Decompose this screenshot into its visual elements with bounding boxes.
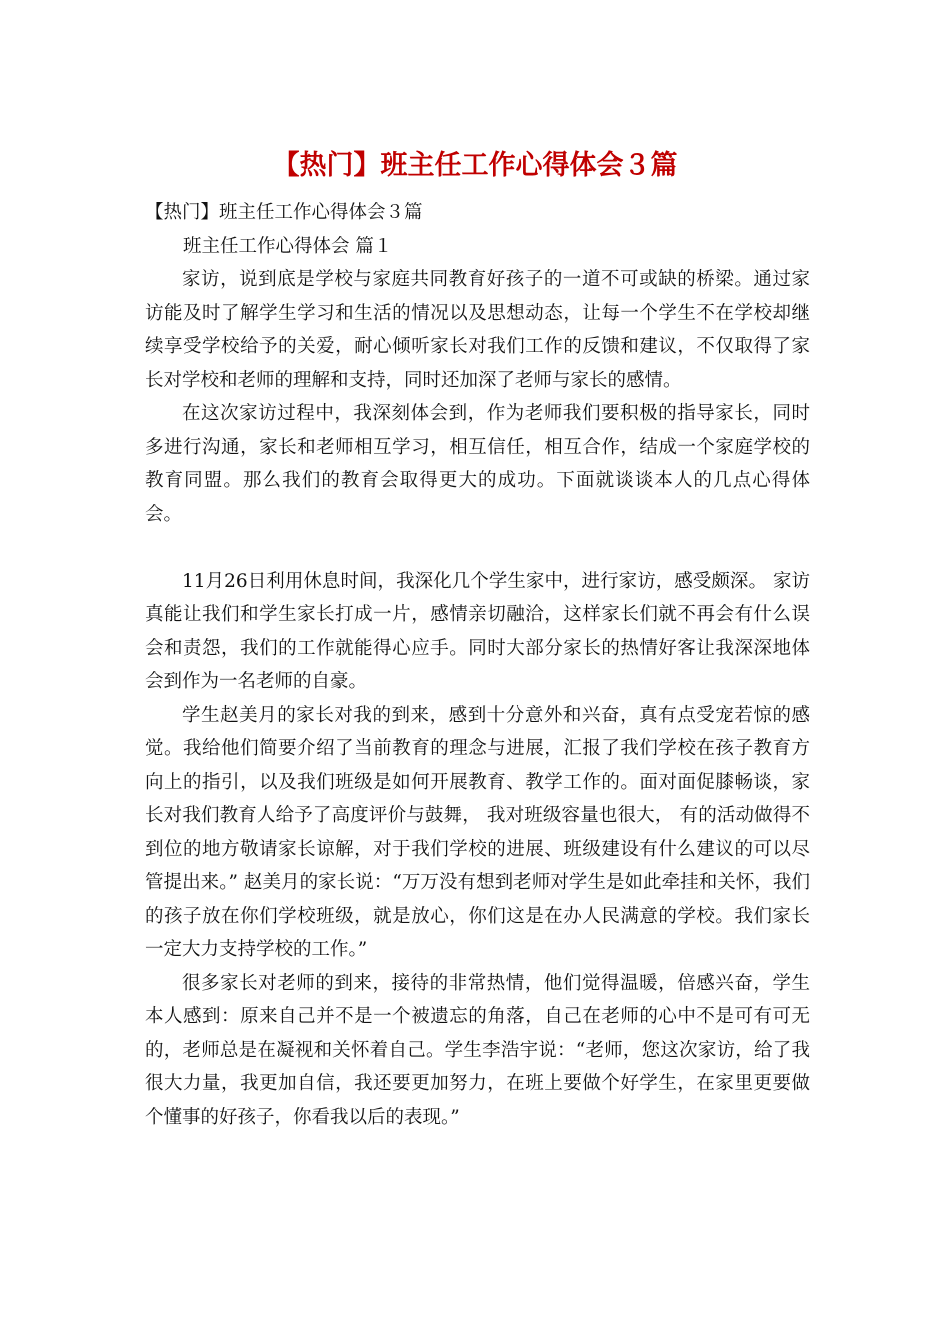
document-body <box>145 196 810 1134</box>
document-subtitle: 【热门】班主任工作心得体会３篇 <box>145 202 423 223</box>
paragraph-2: 在这次家访过程中，我深刻体会到，作为老师我们要积极的指导家长，同时多进行沟通，家长和老师相互学习，相互信任，相互合作，结成一个家庭学校的教育同盟。那么我们的教育会取得更大的成功。下面就谈谈本人的几点心得体会。 <box>145 403 810 525</box>
paragraph-4: 学生赵美月的家长对我的到来，感到十分意外和兴奋，真有点受宠若惊的感觉。我给他们简要介绍了当前教育的理念与进展，汇报了我们学校在孩子教育方向上的指引，以及我们班级是如何开展教育、教学工作的。面对面促膝畅谈，家长对我们教育人给予了高度评价与鼓舞， 我对班级容量也很大， 有的活动做得不到位的地方敬请家长谅解，对于我们学校的进展、班级建设有什么建议的可以尽管提出来。” 赵美月的家长说：“万万没有想到老师对学生是如此牵挂和关怀，我们的孩子放在你们学校班级，就是放心，你们这是在办人民满意的学校。我们家长一定大力支持学校的工作。” <box>145 704 810 960</box>
blank-line <box>145 531 810 565</box>
paragraph-1: 家访，说到底是学校与家庭共同教育好孩子的一道不可或缺的桥梁。通过家访能及时了解学生学习和生活的情况以及思想动态，让每一个学生不在学校却继续享受学校给予的关爱，耐心倾听家长对我们工作的反馈和建议，不仅取得了家长对学校和老师的理解和支持，同时还加深了老师与家长的感情。 <box>145 269 810 391</box>
paragraph-3: 11月26日利用休息时间，我深化几个学生家中，进行家访，感受颇深。 家访真能让我们和学生家长打成一片，感情亲切融洽，这样家长们就不再会有什么误会和责怨，我们的工作就能得心应手。同时大部分家长的热情好客让我深深地体会到作为一名老师的自豪。 <box>145 570 810 692</box>
paragraph-5: 很多家长对老师的到来，接待的非常热情，他们觉得温暖，倍感兴奋，学生本人感到：原来自己并不是一个被遗忘的角落，自己在老师的心中不是可有可无的，老师总是在凝视和关怀着自己。学生李浩宇说：“老师，您这次家访，给了我很大力量，我更加自信，我还要更加努力，在班上要做个好学生，在家里更要做个懂事的好孩子，你看我以后的表现。” <box>145 972 810 1128</box>
section-heading: 班主任工作心得体会 篇１ <box>183 235 393 257</box>
document-title: 【热门】班主任工作心得体会３篇 <box>272 150 678 181</box>
